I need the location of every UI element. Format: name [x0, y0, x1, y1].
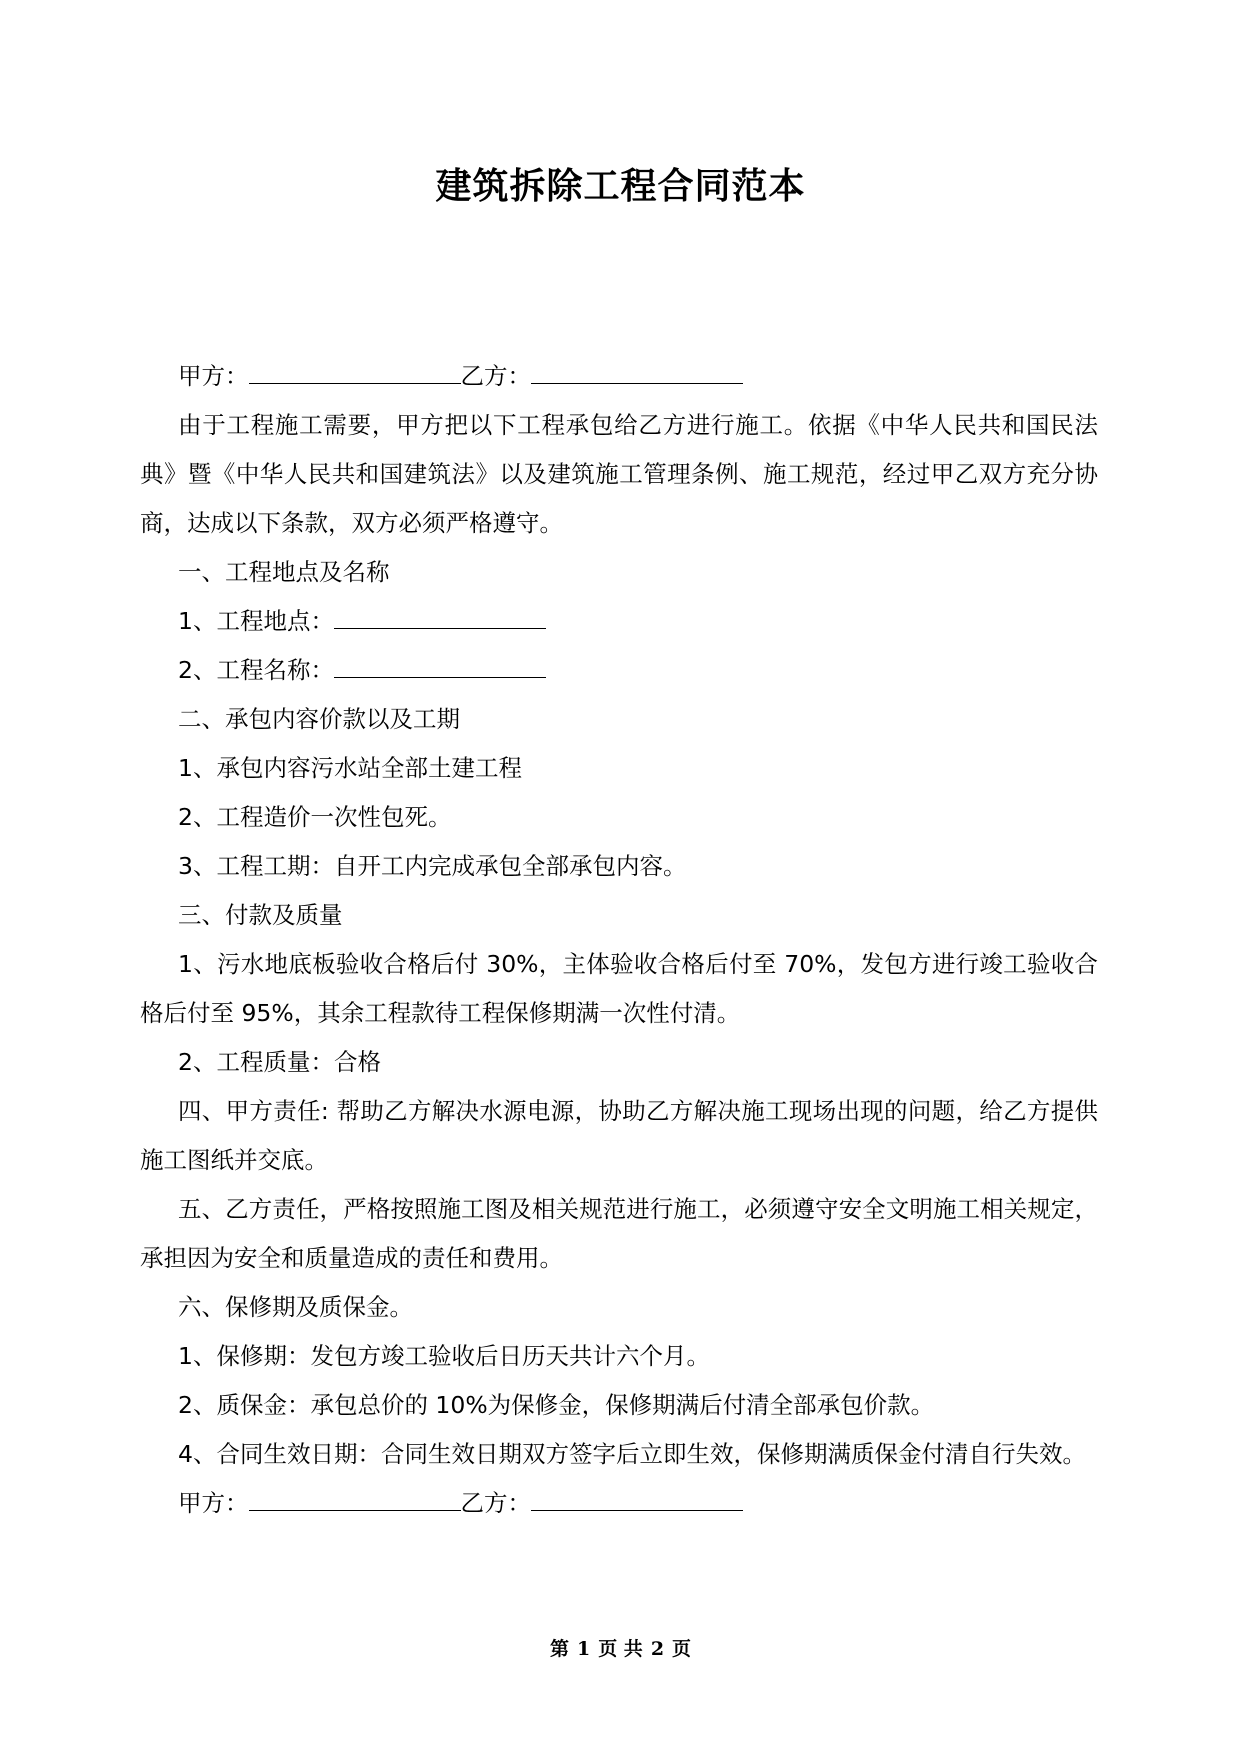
- section-2-heading: 二、承包内容价款以及工期: [178, 705, 460, 733]
- section-6-item-1: 1、保修期：发包方竣工验收后日历天共计六个月。: [178, 1342, 710, 1370]
- section-1-item-2: [140, 646, 1098, 695]
- party-a-label: 甲方：: [178, 1489, 249, 1517]
- section-3-heading: 三、付款及质量: [178, 901, 343, 929]
- party-b-label: 乙方：: [460, 362, 531, 390]
- party-a-blank: [249, 365, 461, 384]
- section-1-heading: 一、工程地点及名称: [178, 558, 390, 586]
- page-prefix: 第: [549, 1638, 569, 1660]
- party-b-label: 乙方：: [460, 1489, 531, 1517]
- section-3-item-1: 1、污水地底板验收合格后付 30%，主体验收合格后付至 70%，发包方进行竣工验收合格后付至 95%，其余工程款待工程保修期满一次性付清。: [140, 950, 1098, 1027]
- section-6-heading: 六、保修期及质保金。: [178, 1293, 413, 1321]
- page-footer: [0, 1634, 1241, 1661]
- signature-line-bottom: [140, 1479, 1098, 1528]
- project-name-blank: [334, 659, 546, 678]
- intro-paragraph: 由于工程施工需要，甲方把以下工程承包给乙方进行施工。依据《中华人民共和国民法典》暨《中华人民共和国建筑法》以及建筑施工管理条例、施工规范，经过甲乙双方充分协商，达成以下条款，双方必须严格遵守。: [140, 411, 1098, 537]
- section-2-item-3: 3、工程工期：自开工内完成承包全部承包内容。: [178, 852, 687, 880]
- location-blank: [334, 610, 546, 629]
- section-2-item-2: 2、工程造价一次性包死。: [178, 803, 452, 831]
- page-mid: 页 共: [598, 1638, 643, 1660]
- page-suffix: 页: [672, 1638, 692, 1660]
- section-1-item-1: [140, 597, 1098, 646]
- project-name-label: 2、工程名称：: [178, 656, 334, 684]
- party-a-blank: [249, 1492, 461, 1511]
- party-a-label: 甲方：: [178, 362, 249, 390]
- party-b-blank: [531, 365, 743, 384]
- section-3-item-2: 2、工程质量：合格: [178, 1048, 381, 1076]
- page-total: 2: [650, 1638, 665, 1660]
- party-b-blank: [531, 1492, 743, 1511]
- section-4-paragraph: 四、甲方责任: 帮助乙方解决水源电源，协助乙方解决施工现场出现的问题，给乙方提供施工图纸并交底。: [140, 1097, 1098, 1174]
- signature-line-top: [140, 352, 1098, 401]
- page-number: 1: [576, 1638, 591, 1660]
- section-2-item-1: 1、承包内容污水站全部土建工程: [178, 754, 522, 782]
- document-body: [140, 352, 1098, 1528]
- location-label: 1、工程地点：: [178, 607, 334, 635]
- section-5-paragraph: 五、乙方责任，严格按照施工图及相关规范进行施工，必须遵守安全文明施工相关规定，承担因为安全和质量造成的责任和费用。: [140, 1195, 1098, 1272]
- section-6-item-2: 2、质保金：承包总价的 10%为保修金，保修期满后付清全部承包价款。: [178, 1391, 935, 1419]
- document-title: 建筑拆除工程合同范本: [435, 166, 806, 207]
- section-6-item-4: 4、合同生效日期：合同生效日期双方签字后立即生效，保修期满质保金付清自行失效。: [178, 1440, 1086, 1468]
